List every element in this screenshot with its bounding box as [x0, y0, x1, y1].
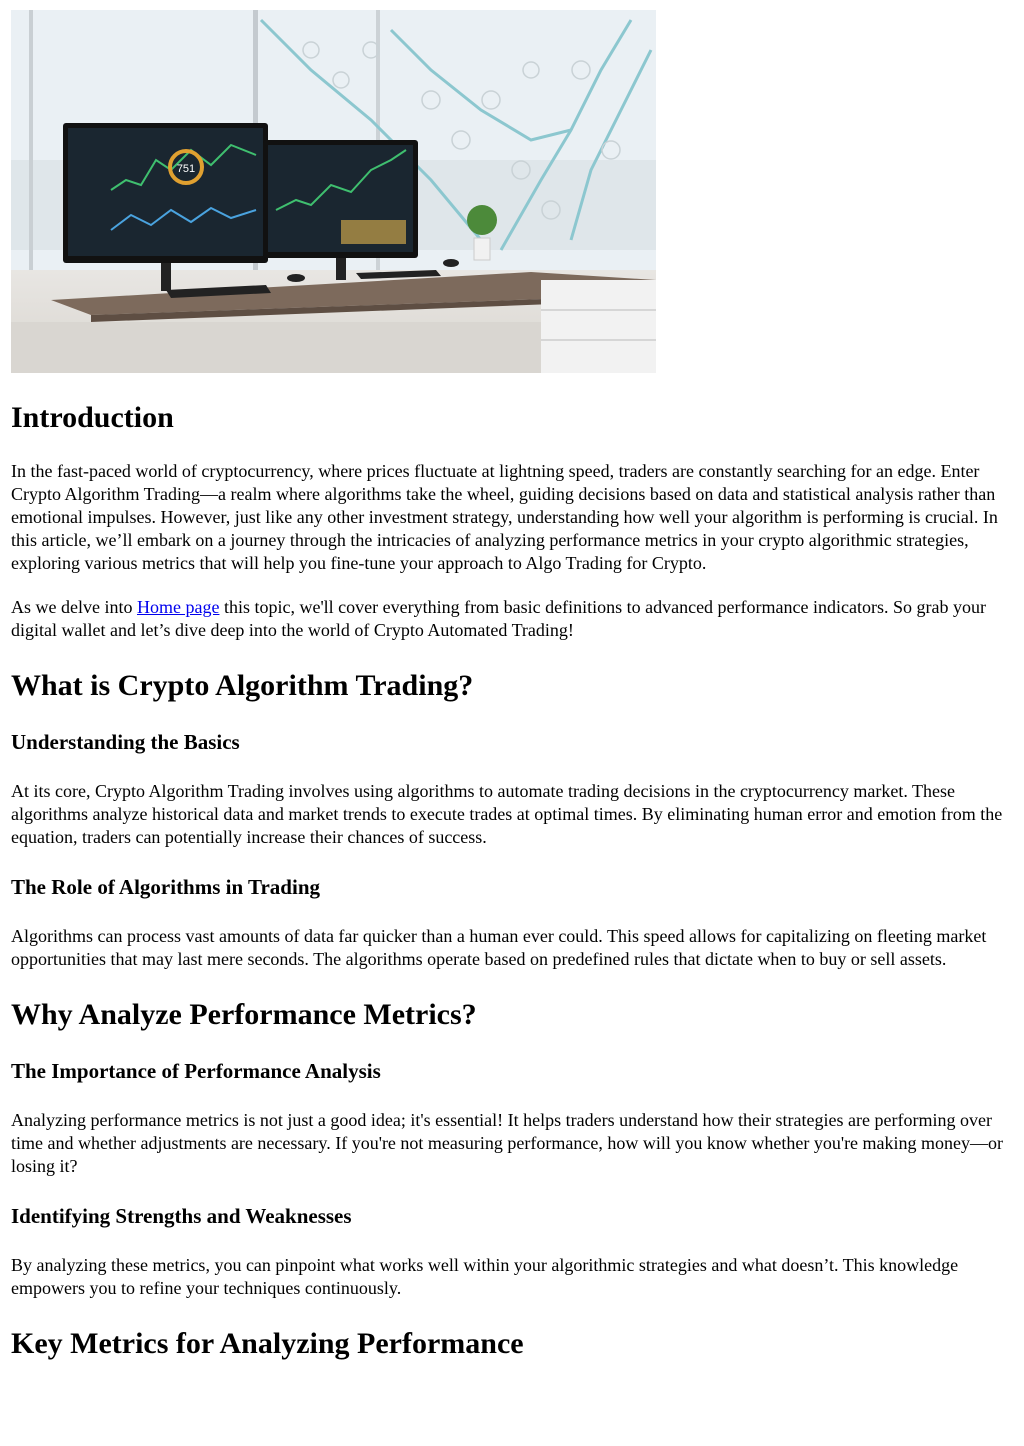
monitor-stand [161, 263, 171, 291]
gauge-readout: 751 [176, 163, 196, 175]
importance-heading: The Importance of Performance Analysis [11, 1059, 381, 1083]
plant-icon [467, 205, 497, 235]
trading-desk-illustration [11, 10, 656, 373]
key-metrics-heading: Key Metrics for Analyzing Performance [11, 1327, 524, 1360]
what-heading: What is Crypto Algorithm Trading? [11, 669, 474, 702]
basics-paragraph: At its core, Crypto Algorithm Trading involves using algorithms to automate trading decisions in the cryptocurrency market. These algorithms analyze historical data and market trends to execute trades at optimal times. By eliminating human error and emotion from the equation, traders can potentially increase their chances of success. [11, 781, 1003, 847]
importance-paragraph: Analyzing performance metrics is not just a good idea; it's essential! It helps traders understand how their strategies are performing over time and whether adjustments are necessary. If you're not measuring performance, how will you know whether you're making money—or losing it? [11, 1110, 1004, 1176]
intro-paragraph-2 [11, 596, 1014, 642]
desk-drawers [541, 280, 656, 373]
plant-pot [474, 238, 490, 260]
intro-paragraph-2-end: this topic, we'll cover everything from basic definitions to advanced performance indicators. So grab your digital wallet and let’s dive deep into the world of Crypto Automated Trading! [11, 597, 986, 640]
keyboard-icon [356, 270, 441, 279]
intro-paragraph-2-start: As we delve into [11, 597, 137, 617]
volume-bars [341, 220, 406, 244]
why-heading: Why Analyze Performance Metrics? [11, 998, 477, 1031]
role-of-algorithms-heading: The Role of Algorithms in Trading [11, 875, 321, 899]
monitor-stand [336, 258, 346, 280]
intro-paragraph-1: In the fast-paced world of cryptocurrency, where prices fluctuate at lightning speed, traders are constantly searching for an edge. Enter Crypto Algorithm Trading—a realm where algorithms take the wheel, guiding decisions based on data and statistical analysis rather than emotional impulses. However, just like any other investment strategy, understanding how well your algorithm is performing is crucial. In this article, we’ll embark on a journey through the intricacies of analyzing performance metrics in your crypto algorithmic strategies, exploring various metrics that will help you fine-tune your approach to Algo Trading for Crypto. [11, 461, 998, 573]
home-page-link[interactable]: Home page [136, 597, 220, 617]
hero-image [11, 10, 656, 373]
floor [11, 322, 541, 373]
window-frame [29, 10, 33, 270]
intro-heading: Introduction [11, 401, 174, 434]
understanding-basics-heading: Understanding the Basics [11, 730, 240, 754]
mouse-icon [443, 259, 459, 267]
strengths-weaknesses-heading: Identifying Strengths and Weaknesses [11, 1204, 352, 1228]
mouse-icon [287, 274, 305, 282]
role-paragraph: Algorithms can process vast amounts of data far quicker than a human ever could. This speed allows for capitalizing on fleeting market opportunities that may last mere seconds. The algorithms operate based on predefined rules that dictate when to buy or sell assets. [11, 926, 987, 969]
monitor-left-screen [68, 128, 263, 256]
strengths-paragraph: By analyzing these metrics, you can pinpoint what works well within your algorithmic strategies and what doesn’t. This knowledge empowers you to refine your techniques continuously. [11, 1255, 959, 1298]
